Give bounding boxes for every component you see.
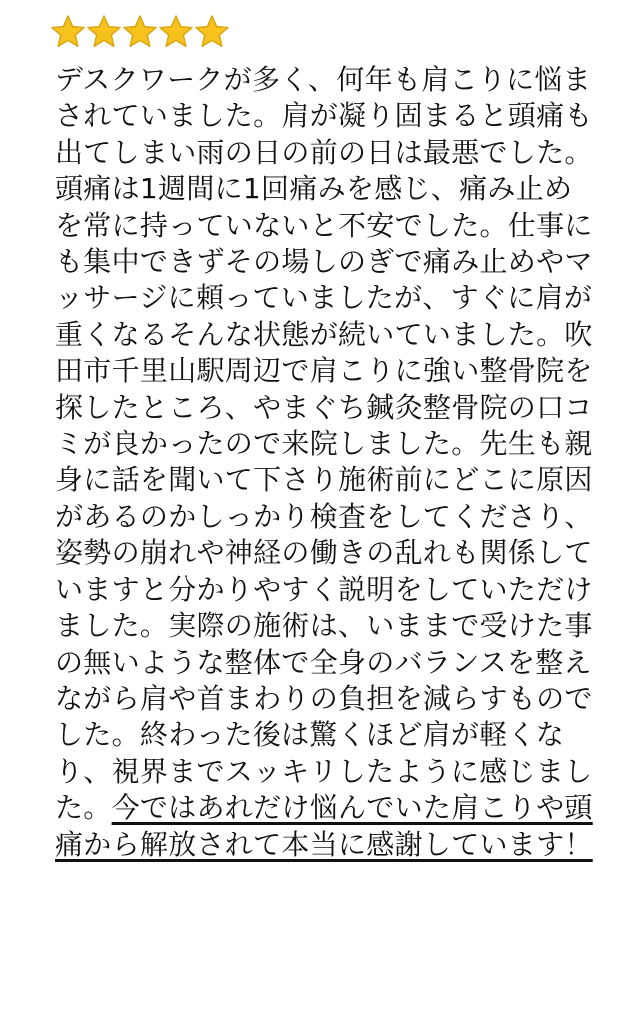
review-text [55, 62, 595, 863]
star-rating [50, 14, 230, 50]
star-icon [50, 14, 86, 50]
review-body: デスクワークが多く、何年も肩こりに悩まされていました。肩が凝り固まると頭痛も出てしまい雨の日の前の日は最悪でした。頭痛は1週間に1回痛みを感じ、痛み止めを常に持っていないと不安でした。仕事にも集中できずその場しのぎで痛み止めやマッサージに頼っていましたが、すぐに肩が重くなるそんな状態が続いていました。吹田市千里山駅周辺で肩こりに強い整骨院を探したところ、やまぐち鍼灸整骨院の口コミが良かったので来院しました。先生も親身に話を聞いて下さり施術前にどこに原因があるのかしっかり検査をしてくださり、姿勢の崩れや神経の働きの乱れも関係していますと分かりやすく説明をしていただけました。実際の施術は、いままで受けた事の無いような整体で全身のバランスを整えながら肩や首まわりの負担を減らすものでした。終わった後は驚くほど肩が軽くなり、視界までスッキリしたように感じました。 [55, 63, 593, 825]
star-icon [86, 14, 122, 50]
star-icon [122, 14, 158, 50]
star-icon [158, 14, 194, 50]
star-icon [194, 14, 230, 50]
review-highlight: 今ではあれだけ悩んでいた肩こりや頭痛から解放されて本当に感謝しています！ [55, 791, 593, 861]
